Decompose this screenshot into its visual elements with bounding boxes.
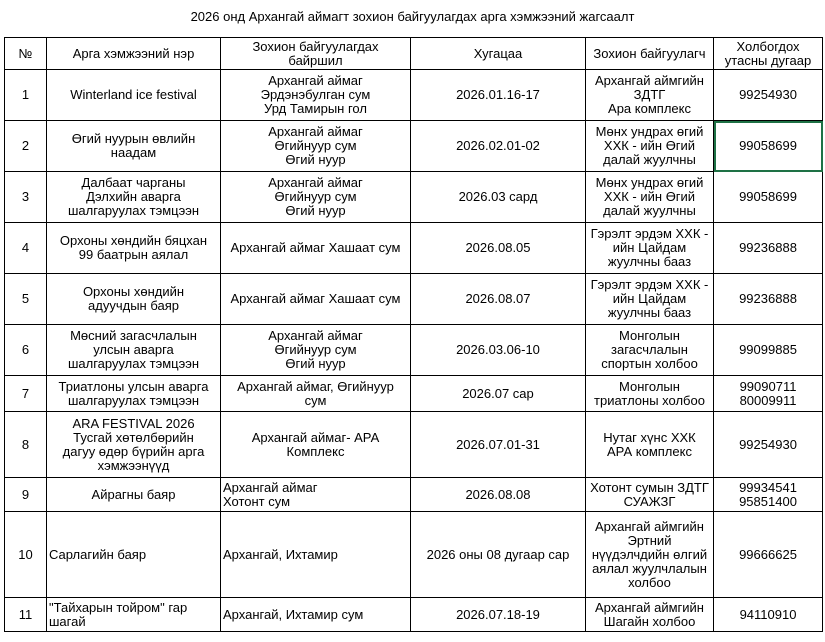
cell-no[interactable]: 5	[5, 274, 47, 325]
cell-organizer[interactable]: Архангай аймгийн Эртний нүүдэлчдийн өлгий аялал жуулчлалын холбоо	[586, 512, 714, 598]
cell-name[interactable]: ARA FESTIVAL 2026 Тусгай хөтөлбөрийн дагуу өдөр бүрийн арга хэмжээнүүд	[47, 412, 221, 478]
cell-organizer[interactable]: Хотонт сумын ЗДТГ СУАЖЗГ	[586, 478, 714, 512]
cell-phone[interactable]: 99236888	[714, 274, 823, 325]
cell-no[interactable]: 10	[5, 512, 47, 598]
cell-organizer[interactable]: Гэрэлт эрдэм ХХК - ийн Цайдам жуулчны бааз	[586, 223, 714, 274]
cell-no[interactable]: 6	[5, 325, 47, 376]
cell-organizer[interactable]: Архангай аймгийн Шагайн холбоо	[586, 598, 714, 632]
cell-location[interactable]: Архангай аймаг, Өгийнуур сум	[221, 376, 411, 412]
cell-date[interactable]: 2026.07.01-31	[411, 412, 586, 478]
cell-location[interactable]: Архангай аймаг Өгийнуур сум Өгий нуур	[221, 121, 411, 172]
table-row	[5, 121, 823, 172]
cell-date[interactable]: 2026.01.16-17	[411, 70, 586, 121]
cell-date[interactable]: 2026.02.01-02	[411, 121, 586, 172]
table-row	[5, 172, 823, 223]
cell-phone-selected[interactable]: 99058699	[714, 121, 823, 172]
cell-no[interactable]: 8	[5, 412, 47, 478]
cell-organizer[interactable]: Гэрэлт эрдэм ХХК - ийн Цайдам жуулчны бааз	[586, 274, 714, 325]
cell-location[interactable]: Архангай аймаг- АРА Комплекс	[221, 412, 411, 478]
cell-location[interactable]: Архангай, Ихтамир	[221, 512, 411, 598]
header-no[interactable]: №	[5, 38, 47, 70]
cell-no[interactable]: 7	[5, 376, 47, 412]
header-row	[5, 38, 823, 70]
cell-date[interactable]: 2026 оны 08 дугаар сар	[411, 512, 586, 598]
cell-phone[interactable]: 99254930	[714, 412, 823, 478]
cell-no[interactable]: 11	[5, 598, 47, 632]
table-row	[5, 325, 823, 376]
cell-no[interactable]: 4	[5, 223, 47, 274]
cell-phone[interactable]: 99666625	[714, 512, 823, 598]
table-row	[5, 512, 823, 598]
table-row	[5, 376, 823, 412]
cell-no[interactable]: 9	[5, 478, 47, 512]
cell-organizer[interactable]: Мөнх ундрах өгий ХХК - ийн Өгий далай жуулчны	[586, 172, 714, 223]
cell-date[interactable]: 2026.07 сар	[411, 376, 586, 412]
cell-location[interactable]: Архангай аймаг Хашаат сум	[221, 223, 411, 274]
cell-phone[interactable]: 99254930	[714, 70, 823, 121]
cell-phone[interactable]: 99090711 80009911	[714, 376, 823, 412]
table-row	[5, 223, 823, 274]
cell-date[interactable]: 2026.08.07	[411, 274, 586, 325]
header-phone[interactable]: Холбогдох утасны дугаар	[714, 38, 823, 70]
cell-location[interactable]: Архангай, Ихтамир сум	[221, 598, 411, 632]
table-row	[5, 274, 823, 325]
cell-name[interactable]: "Тайхарын тойром" гар шагай	[47, 598, 221, 632]
cell-organizer[interactable]: Архангай аймгийн ЗДТГ Ара комплекс	[586, 70, 714, 121]
header-date[interactable]: Хугацаа	[411, 38, 586, 70]
cell-date[interactable]: 2026.08.08	[411, 478, 586, 512]
cell-location[interactable]: Архангай аймаг Өгийнуур сум Өгий нуур	[221, 172, 411, 223]
events-table	[4, 37, 823, 632]
table-row	[5, 70, 823, 121]
cell-name[interactable]: Өгий нуурын өвлийн наадам	[47, 121, 221, 172]
cell-phone[interactable]: 94110910	[714, 598, 823, 632]
cell-date[interactable]: 2026.07.18-19	[411, 598, 586, 632]
cell-name[interactable]: Орхоны хөндийн бяцхан 99 баатрын аялал	[47, 223, 221, 274]
cell-phone[interactable]: 99934541 95851400	[714, 478, 823, 512]
cell-date[interactable]: 2026.03.06-10	[411, 325, 586, 376]
cell-organizer[interactable]: Монголын триатлоны холбоо	[586, 376, 714, 412]
cell-location[interactable]: Архангай аймаг Хашаат сум	[221, 274, 411, 325]
header-name[interactable]: Арга хэмжээний нэр	[47, 38, 221, 70]
cell-name[interactable]: Айрагны баяр	[47, 478, 221, 512]
cell-phone[interactable]: 99236888	[714, 223, 823, 274]
cell-name[interactable]: Сарлагийн баяр	[47, 512, 221, 598]
cell-phone[interactable]: 99058699	[714, 172, 823, 223]
cell-name[interactable]: Орхоны хөндийн адуучдын баяр	[47, 274, 221, 325]
cell-no[interactable]: 1	[5, 70, 47, 121]
cell-organizer[interactable]: Мөнх ундрах өгий ХХК - ийн Өгий далай жуулчны	[586, 121, 714, 172]
table-row	[5, 478, 823, 512]
cell-location[interactable]: Архангай аймаг Өгийнуур сум Өгий нуур	[221, 325, 411, 376]
table-row	[5, 598, 823, 632]
page-title: 2026 онд Архангай аймагт зохион байгуулагдах арга хэмжээний жагсаалт	[190, 9, 635, 24]
cell-name[interactable]: Мөсний загасчлалын улсын аварга шалгаруулах тэмцээн	[47, 325, 221, 376]
cell-name[interactable]: Триатлоны улсын аварга шалгаруулах тэмцээн	[47, 376, 221, 412]
cell-location[interactable]: Архангай аймаг Эрдэнэбулган сум Урд Тамирын гол	[221, 70, 411, 121]
cell-no[interactable]: 2	[5, 121, 47, 172]
cell-name[interactable]: Winterland ice festival	[47, 70, 221, 121]
cell-organizer[interactable]: Монголын загасчлалын спортын холбоо	[586, 325, 714, 376]
cell-phone[interactable]: 99099885	[714, 325, 823, 376]
table-row	[5, 412, 823, 478]
cell-date[interactable]: 2026.03 сард	[411, 172, 586, 223]
cell-location[interactable]: Архангай аймаг Хотонт сум	[221, 478, 411, 512]
header-location[interactable]: Зохион байгуулагдах байршил	[221, 38, 411, 70]
cell-no[interactable]: 3	[5, 172, 47, 223]
cell-organizer[interactable]: Нутаг хүнс ХХК АРА комплекс	[586, 412, 714, 478]
cell-name[interactable]: Далбаат чарганы Дэлхийн аварга шалгаруулах тэмцээн	[47, 172, 221, 223]
cell-date[interactable]: 2026.08.05	[411, 223, 586, 274]
header-organizer[interactable]: Зохион байгуулагч	[586, 38, 714, 70]
